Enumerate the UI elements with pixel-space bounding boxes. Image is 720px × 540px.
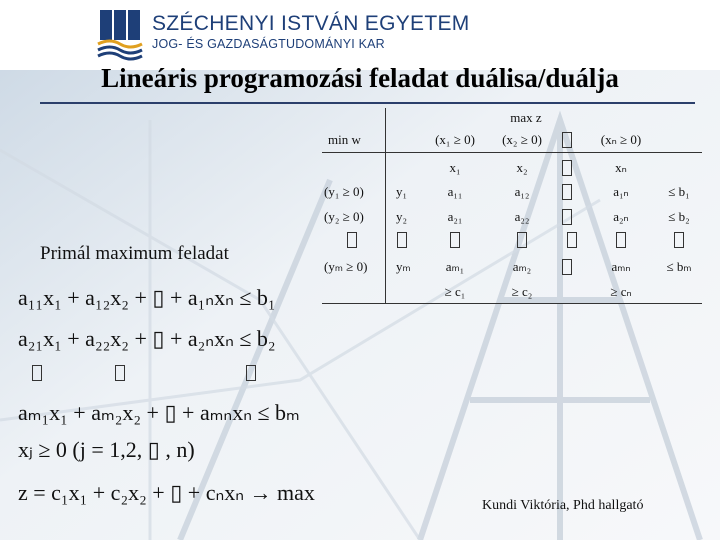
ellipsis-box-icon bbox=[560, 160, 574, 179]
title-divider bbox=[40, 102, 695, 104]
a12: a₁₂ bbox=[514, 184, 530, 199]
a21: a₂₁ bbox=[447, 209, 463, 224]
col-sign-n: (xₙ ≥ 0) bbox=[600, 132, 642, 147]
ellipsis-box-icon bbox=[672, 232, 686, 251]
primal-constraint-m: aₘ₁x₁ + aₘ₂x₂ + ▯ + aₘₙxₙ ≤ bₘ bbox=[18, 400, 300, 425]
header bbox=[0, 0, 720, 68]
bm: ≤ bₘ bbox=[666, 259, 692, 274]
c1: ≥ c₁ bbox=[444, 284, 466, 299]
ellipsis-box-icon bbox=[560, 259, 574, 278]
dual-table bbox=[322, 108, 702, 304]
ellipsis-box-icon bbox=[395, 232, 409, 251]
b2: ≤ b₂ bbox=[668, 209, 690, 224]
primal-label: Primál maximum feladat bbox=[40, 243, 229, 264]
a11: a₁₁ bbox=[447, 184, 463, 199]
var-y1: y₁ bbox=[396, 184, 408, 199]
row-sign-1: (y₁ ≥ 0) bbox=[324, 184, 364, 199]
b1: ≤ b₁ bbox=[668, 184, 690, 199]
col-sign-1: (x₁ ≥ 0) bbox=[435, 132, 475, 147]
ellipsis-box-icon bbox=[560, 209, 574, 228]
primal-constraint-2: a₂₁x₁ + a₂₂x₂ + ▯ + a₂ₙxₙ ≤ b₂ bbox=[18, 326, 276, 351]
primal-vertical-ellipsis bbox=[30, 360, 258, 386]
faculty-name: JOG- ÉS GAZDASÁGTUDOMÁNYI KAR bbox=[152, 37, 385, 51]
min-w-label: min w bbox=[328, 132, 361, 147]
table-header-rule bbox=[322, 152, 702, 153]
slide-title: Lineáris programozási feladat duálisa/duálja bbox=[101, 63, 619, 93]
author-footer: Kundi Viktória, Phd hallgató bbox=[482, 498, 644, 513]
university-name: SZÉCHENYI ISTVÁN EGYETEM bbox=[152, 12, 470, 35]
max-z-label: max z bbox=[510, 110, 542, 125]
ellipsis-box-icon bbox=[560, 132, 574, 151]
col-sign-2: (x₂ ≥ 0) bbox=[502, 132, 542, 147]
row-sign-m: (yₘ ≥ 0) bbox=[324, 259, 368, 274]
cn: ≥ cₙ bbox=[610, 284, 632, 299]
table-vertical-rule bbox=[385, 108, 386, 304]
primal-objective: z = c₁x₁ + c₂x₂ + ▯ + cₙxₙ → max bbox=[18, 480, 315, 505]
var-ym: yₘ bbox=[396, 259, 411, 274]
a1n: a₁ₙ bbox=[613, 184, 629, 199]
primal-constraint-1: a₁₁x₁ + a₁₂x₂ + ▯ + a₁ₙxₙ ≤ b₁ bbox=[18, 285, 276, 310]
amn: aₘₙ bbox=[611, 259, 631, 274]
ellipsis-box-icon bbox=[515, 232, 529, 251]
a2n: a₂ₙ bbox=[613, 209, 629, 224]
row-sign-2: (y₂ ≥ 0) bbox=[324, 209, 364, 224]
c2: ≥ c₂ bbox=[511, 284, 533, 299]
ellipsis-box-icon bbox=[565, 232, 579, 251]
ellipsis-box-icon bbox=[614, 232, 628, 251]
var-x1: x₁ bbox=[449, 160, 461, 175]
ellipsis-box-icon bbox=[345, 232, 359, 251]
var-xn: xₙ bbox=[615, 160, 627, 175]
var-x2: x₂ bbox=[516, 160, 528, 175]
ellipsis-box-icon bbox=[560, 184, 574, 203]
a22: a₂₂ bbox=[514, 209, 530, 224]
ellipsis-box-icon bbox=[246, 365, 256, 381]
university-logo-icon bbox=[96, 8, 144, 62]
ellipsis-box-icon bbox=[115, 365, 125, 381]
ellipsis-box-icon bbox=[448, 232, 462, 251]
primal-nonnegativity: xⱼ ≥ 0 (j = 1,2, ▯ , n) bbox=[18, 437, 195, 462]
var-y2: y₂ bbox=[396, 209, 408, 224]
am1: aₘ₁ bbox=[445, 259, 465, 274]
am2: aₘ₂ bbox=[512, 259, 532, 274]
ellipsis-box-icon bbox=[32, 365, 42, 381]
table-bottom-rule bbox=[322, 303, 702, 304]
